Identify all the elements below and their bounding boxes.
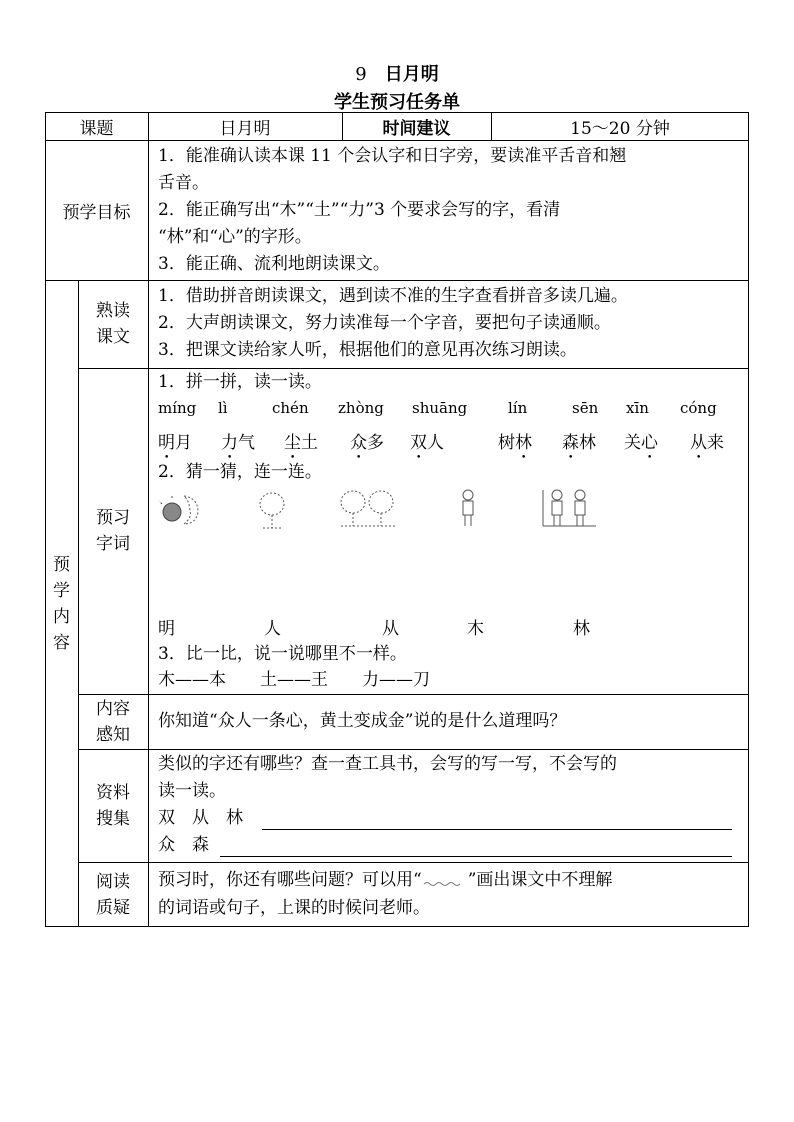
- question-label-line: 阅读: [96, 871, 130, 892]
- words-label-line: 预习: [96, 508, 130, 528]
- goal-line: 2．能正确写出“木”“土”“力”3 个要求会写的字，看清: [158, 200, 561, 220]
- read-label-line: 熟读: [96, 301, 130, 321]
- question-line: 预习时，你还有哪些问题？可以用“ ”画出课文中不理解: [158, 870, 613, 890]
- words-label: [78, 368, 148, 694]
- time-value: 15～20 分钟: [570, 118, 670, 139]
- row-divider: [78, 694, 749, 695]
- pinyin: shuāng: [412, 399, 468, 417]
- pinyin: sēn: [572, 399, 599, 417]
- content-label: [45, 280, 78, 927]
- sun-moon-picture: [158, 488, 208, 528]
- compare-chars: 木——本 土——王 力——刀: [158, 670, 430, 690]
- worksheet-subtitle: 学生预习任务单: [334, 92, 460, 113]
- question-label: [78, 862, 148, 927]
- vocab-word: 树林: [498, 433, 532, 453]
- match-char: 人: [264, 619, 281, 639]
- lesson-title: [0, 60, 794, 86]
- lesson-number: 9: [355, 64, 367, 85]
- time-label: 时间建议: [382, 118, 451, 139]
- two-people-picture: [540, 488, 598, 530]
- perceive-label-line: 感知: [96, 724, 130, 745]
- pinyin: lín: [508, 399, 528, 417]
- task3-heading: 3．比一比，说一说哪里不一样。: [158, 644, 407, 664]
- pinyin: zhòng: [338, 399, 384, 417]
- lesson-name: 日月明: [384, 64, 439, 85]
- vocab-word: 明月: [158, 433, 192, 453]
- pinyin: lì: [218, 399, 228, 417]
- read-line: 2．大声朗读课文，努力读准每一个字音，要把句子读通顺。: [158, 313, 611, 333]
- goal-line: 3．能正确、流利地朗读课文。: [158, 254, 390, 274]
- topic-label: 课题: [79, 118, 114, 139]
- match-char: 木: [467, 619, 484, 639]
- perceive-question: 你知道“众人一条心，黄土变成金”说的是什么道理吗？: [158, 711, 567, 731]
- read-line: 3．把课文读给家人听，根据他们的意见再次练习朗读。: [158, 340, 577, 360]
- match-char: 明: [158, 619, 175, 639]
- collect-line: 读一读。: [158, 781, 226, 801]
- collect-label-line: 搜集: [96, 808, 130, 829]
- topic-value: 日月明: [219, 118, 271, 139]
- goal-line: 1．能准确认读本课 11 个会认字和日字旁，要读准平舌音和翘: [158, 146, 627, 166]
- row-divider: [78, 749, 749, 750]
- read-label-line: 课文: [96, 327, 130, 347]
- pinyin: xīn: [626, 399, 649, 417]
- collect-row: 众 森: [158, 835, 209, 855]
- answer-line[interactable]: [220, 856, 732, 857]
- wavy-underline-icon: [422, 874, 468, 888]
- vocab-word: 尘土: [284, 433, 318, 453]
- vocab-word: 从来: [690, 433, 724, 453]
- match-char: 林: [573, 619, 590, 639]
- read-line: 1．借助拼音朗读课文，遇到读不准的生字查看拼音多读几遍。: [158, 286, 628, 306]
- pinyin: cóng: [680, 399, 717, 417]
- task2-heading: 2．猜一猜，连一连。: [158, 462, 322, 482]
- person-picture: [455, 488, 481, 530]
- pinyin: míng: [158, 399, 197, 417]
- vocab-word: 力气: [221, 433, 255, 453]
- row-divider: [78, 862, 749, 863]
- pinyin: chén: [272, 399, 309, 417]
- goal-line: “林”和“心”的字形。: [158, 227, 312, 247]
- question-label-line: 质疑: [96, 897, 130, 918]
- vocab-word: 双人: [410, 433, 444, 453]
- goal-line: 舌音。: [158, 173, 209, 193]
- column-divider: [148, 112, 149, 927]
- vocab-word: 关心: [624, 433, 658, 453]
- words-label-line: 字词: [96, 534, 130, 554]
- vocab-word: 众多: [350, 433, 384, 453]
- question-line: 的词语或句子，上课的时候问老师。: [158, 898, 430, 918]
- tree-picture: [255, 490, 289, 530]
- vocab-word: 森林: [562, 433, 596, 453]
- read-label: [78, 280, 148, 368]
- goals-label: 预学目标: [62, 202, 131, 223]
- collect-label: [78, 749, 148, 862]
- content-label-text: 预学内容: [53, 554, 70, 653]
- row-divider: [45, 140, 749, 141]
- forest-picture: [337, 488, 399, 530]
- perceive-label: [78, 694, 148, 749]
- collect-line: 类似的字还有哪些？查一查工具书，会写的写一写，不会写的: [158, 754, 617, 774]
- row-divider: [45, 280, 749, 281]
- match-char: 从: [382, 619, 399, 639]
- task1-heading: 1．拼一拼，读一读。: [158, 372, 322, 392]
- collect-row: 双 从 林: [158, 808, 243, 828]
- perceive-label-line: 内容: [96, 698, 130, 719]
- answer-line[interactable]: [262, 829, 732, 830]
- collect-label-line: 资料: [96, 782, 130, 803]
